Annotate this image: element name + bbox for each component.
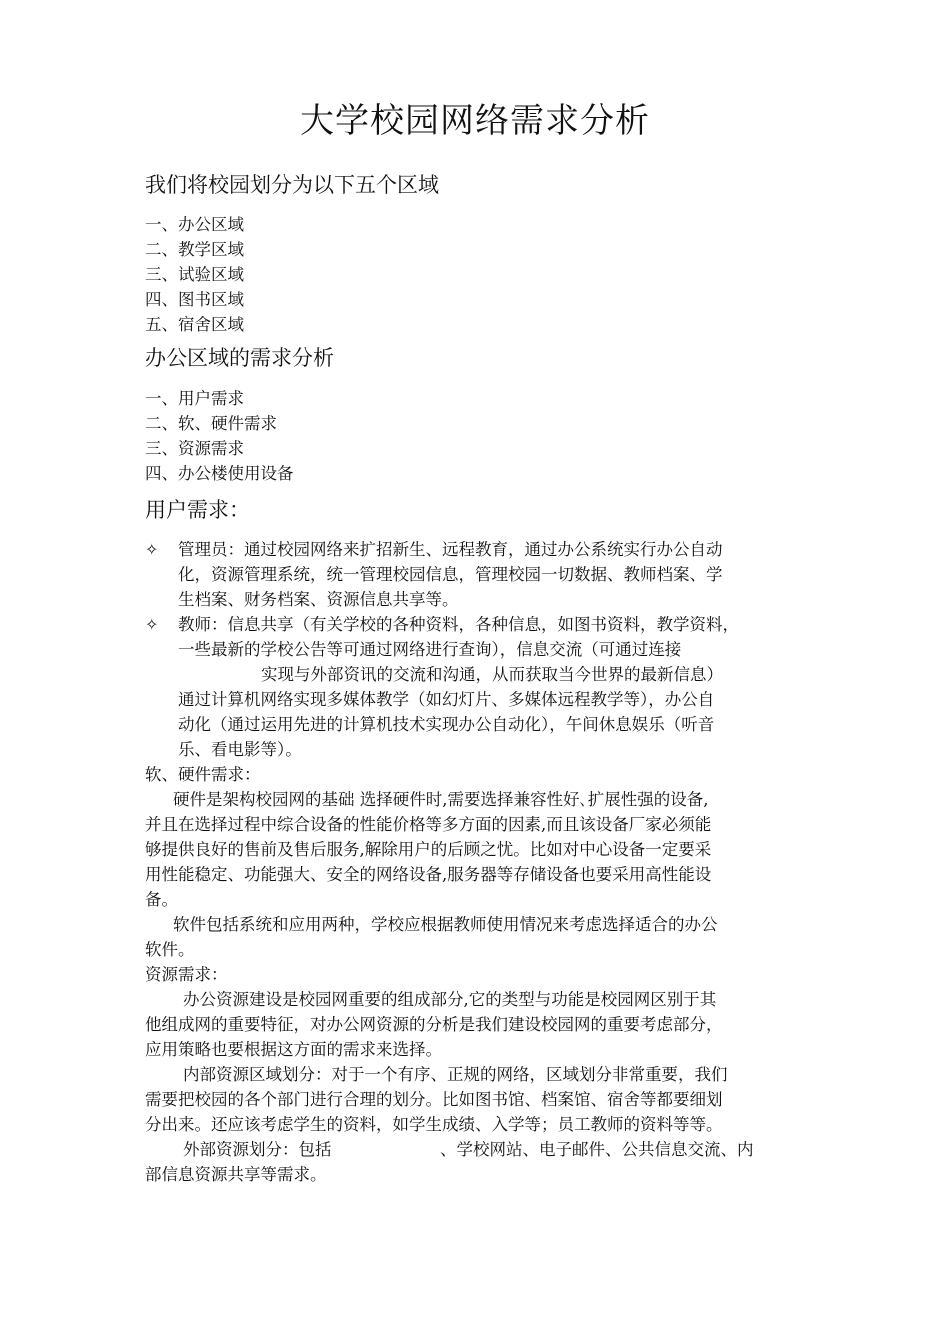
admin-line: 管理员：通过校园网络来扩招新生、远程教育，通过办公系统实行办公自动 — [178, 540, 723, 559]
hardware-line: 备。 — [145, 890, 178, 909]
list-item: 三、资源需求 — [145, 439, 244, 458]
resource-line: 应用策略也要根据这方面的需求来选择。 — [145, 1040, 442, 1059]
diamond-bullet-icon: ✧ — [145, 540, 159, 559]
hardware-line: 并且在选择过程中综合设备的性能价格等多方面的因素,而且该设备厂家必须能 — [145, 815, 712, 834]
admin-line: 化，资源管理系统，统一管理校园信息，管理校园一切数据、教师档案、学 — [178, 565, 723, 584]
internal-resource-line: 内部资源区域划分：对于一个有序、正规的网络，区域划分非常重要，我们 — [183, 1065, 728, 1084]
external-resource-line: 、学校网站、电子邮件、公共信息交流、内 — [440, 1140, 754, 1159]
internal-resource-line: 分出来。还应该考虑学生的资料，如学生成绩、入学等；员工教师的资料等等。 — [145, 1115, 723, 1134]
section-heading-user-needs: 用户需求： — [145, 498, 250, 522]
software-line: 软件包括系统和应用两种，学校应根据教师使用情况来考虑选择适合的办公 — [173, 915, 718, 934]
list-item: 三、试验区域 — [145, 265, 244, 284]
resource-line: 办公资源建设是校园网重要的组成部分,它的类型与功能是校园网区别于其 — [183, 990, 717, 1009]
zone-list — [145, 212, 244, 337]
list-item: 五、宿舍区域 — [145, 315, 244, 334]
hardware-line: 够提供良好的售前及售后服务,解除用户的后顾之忧。比如对中心设备一定要采 — [145, 840, 712, 859]
external-resource-line: 外部资源划分：包括 — [183, 1140, 332, 1159]
internal-resource-line: 需要把校园的各个部门进行合理的划分。比如图书馆、档案馆、宿舍等都要细划 — [145, 1090, 723, 1109]
section-heading-hardware: 软、硬件需求： — [145, 765, 261, 784]
software-line: 软件。 — [145, 940, 195, 959]
hardware-line: 用性能稳定、功能强大、安全的网络设备,服务器等存储设备也要采用高性能设 — [145, 865, 712, 884]
section-heading-resources: 资源需求： — [145, 965, 228, 984]
teacher-line: 一些最新的学校公告等可通过网络进行查询），信息交流（可通过连接 — [178, 640, 682, 659]
external-resource-line: 部信息资源共享等需求。 — [145, 1165, 327, 1184]
admin-line: 生档案、财务档案、资源信息共享等。 — [178, 590, 459, 609]
hardware-line: 硬件是架构校园网的基础 选择硬件时,需要选择兼容性好､扩展性强的设备, — [173, 790, 709, 809]
list-item: 四、办公楼使用设备 — [145, 464, 294, 483]
list-item: 一、用户需求 — [145, 389, 244, 408]
teacher-line: 通过计算机网络实现多媒体教学（如幻灯片、多媒体远程教学等），办公自 — [178, 690, 715, 709]
section-heading-zones: 我们将校园划分为以下五个区域 — [145, 173, 439, 197]
document-title: 大学校园网络需求分析 — [300, 101, 650, 141]
list-item: 一、办公区域 — [145, 215, 244, 234]
resource-line: 他组成网的重要特征，对办公网资源的分析是我们建设校园网的重要考虑部分， — [145, 1015, 723, 1034]
teacher-line: 实现与外部资讯的交流和沟通，从而获取当今世界的最新信息） — [261, 665, 723, 684]
teacher-line: 乐、看电影等）。 — [178, 740, 302, 759]
office-needs-list — [145, 386, 294, 486]
teacher-line: 动化（通过运用先进的计算机技术实现办公自动化），午间休息娱乐（听音 — [178, 715, 715, 734]
list-item: 二、软、硬件需求 — [145, 414, 277, 433]
list-item: 二、教学区域 — [145, 240, 244, 259]
teacher-line: 教师：信息共享（有关学校的各种资料，各种信息，如图书资料，教学资料， — [178, 615, 739, 634]
section-heading-office: 办公区域的需求分析 — [145, 346, 334, 370]
diamond-bullet-icon: ✧ — [145, 615, 159, 634]
list-item: 四、图书区域 — [145, 290, 244, 309]
